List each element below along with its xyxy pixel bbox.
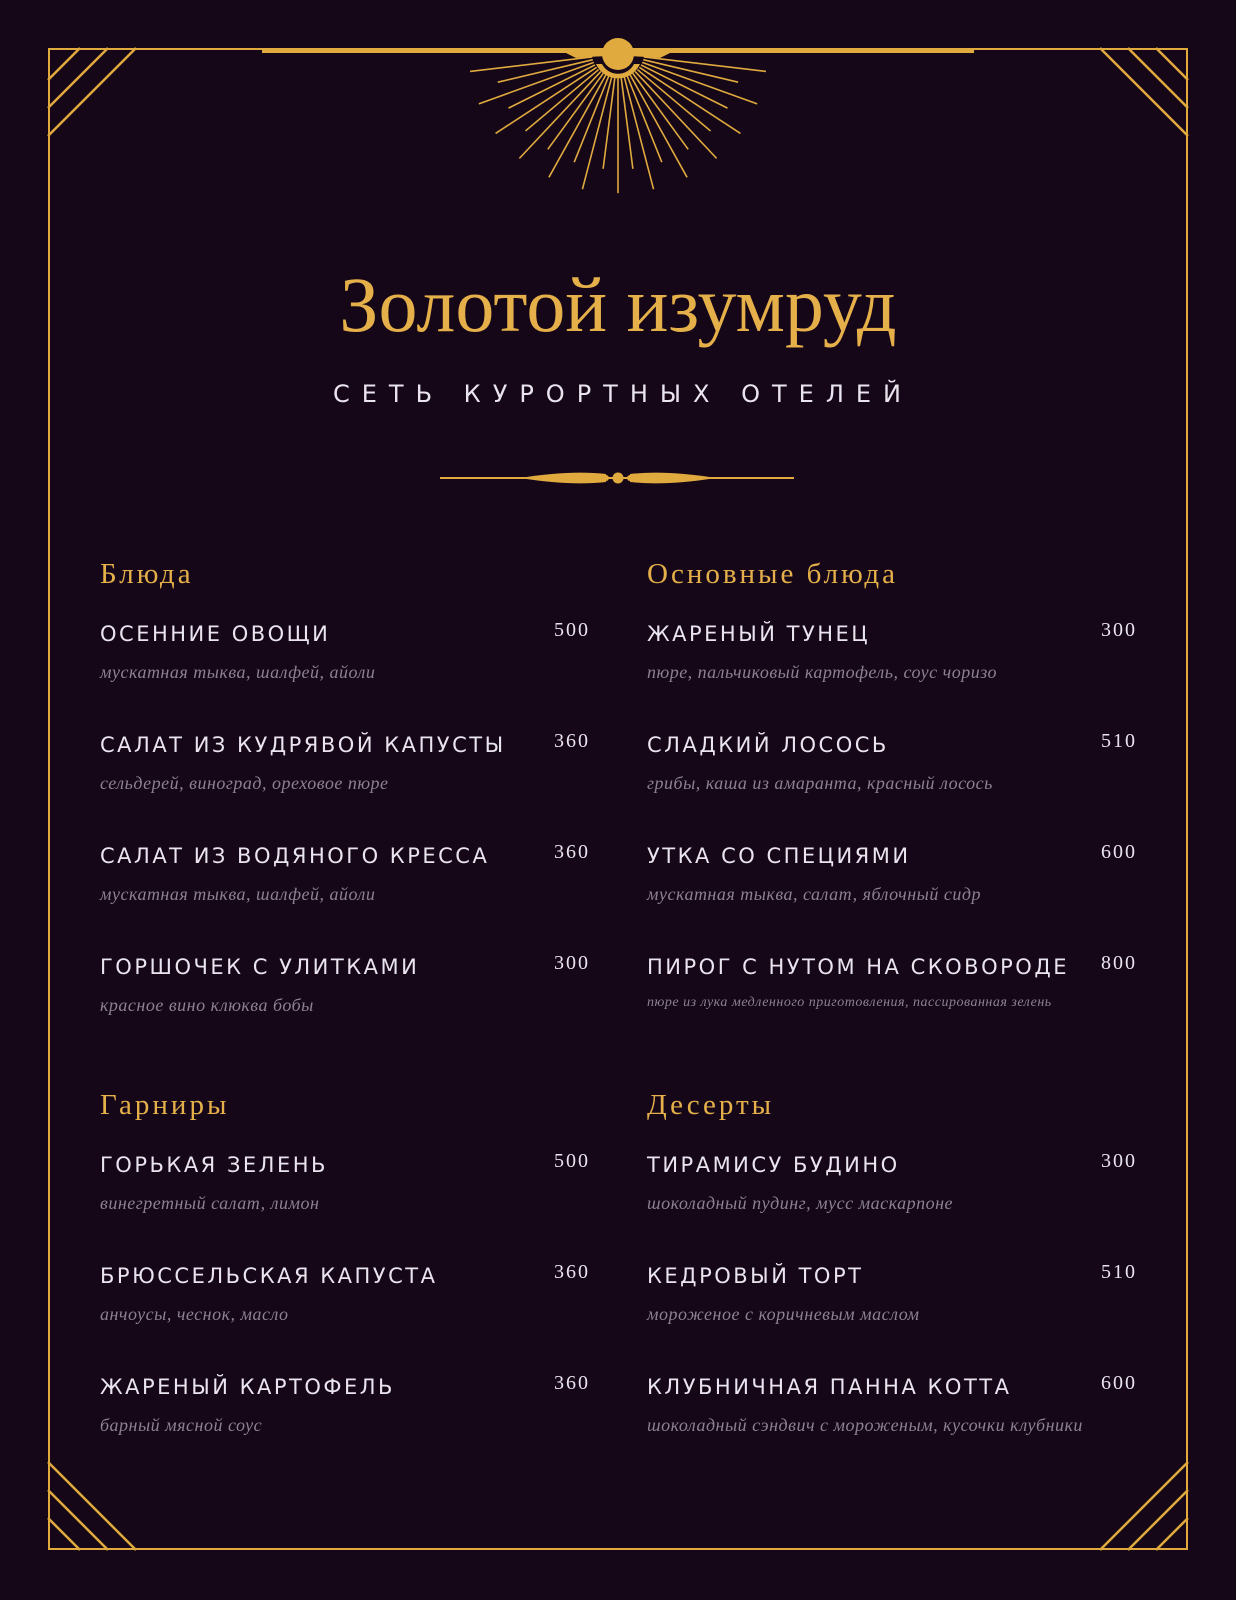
item-name: ГОРЬКАЯ ЗЕЛЕНЬ [100, 1153, 328, 1177]
item-price: 300 [554, 952, 590, 974]
menu-item [647, 1261, 1137, 1377]
item-description: пюре, пальчиковый картофель, соус чоризо [647, 662, 997, 682]
section-mains [647, 560, 1137, 1068]
item-name: САЛАТ ИЗ КУДРЯВОЙ КАПУСТЫ [100, 733, 506, 757]
menu-item [100, 841, 590, 957]
item-description: мускатная тыква, шалфей, айоли [100, 662, 376, 682]
menu-item [647, 1372, 1137, 1488]
section-desserts [647, 1091, 1137, 1488]
menu-item [100, 619, 590, 735]
section-title: Блюда [100, 558, 194, 590]
item-description: барный мясной соус [100, 1415, 263, 1435]
item-price: 510 [1101, 730, 1137, 752]
menu-item [647, 841, 1137, 957]
section-sides [100, 1091, 590, 1488]
item-price: 360 [554, 730, 590, 752]
item-name: ЖАРЕНЫЙ КАРТОФЕЛЬ [100, 1375, 395, 1399]
item-name: КЕДРОВЫЙ ТОРТ [647, 1264, 864, 1288]
item-description: анчоусы, чеснок, масло [100, 1304, 289, 1324]
item-price: 360 [554, 841, 590, 863]
item-name: ЖАРЕНЫЙ ТУНЕЦ [647, 622, 871, 646]
menu-item [100, 1150, 590, 1266]
item-name: ТИРАМИСУ БУДИНО [647, 1153, 900, 1177]
section-title: Десерты [647, 1089, 775, 1121]
item-price: 510 [1101, 1261, 1137, 1283]
item-description: шоколадный сэндвич с мороженым, кусочки клубники [647, 1415, 1083, 1435]
item-description: винегретный салат, лимон [100, 1193, 320, 1213]
menu-item [647, 952, 1137, 1068]
item-name: ОСЕННИЕ ОВОЩИ [100, 622, 331, 646]
item-name: СЛАДКИЙ ЛОСОСЬ [647, 733, 889, 757]
item-description: мороженое с коричневым маслом [647, 1304, 920, 1324]
item-name: КЛУБНИЧНАЯ ПАННА КОТТА [647, 1375, 1012, 1399]
section-title: Основные блюда [647, 558, 898, 590]
menu-item [100, 952, 590, 1068]
item-description: красное вино клюква бобы [100, 995, 314, 1015]
item-name: УТКА СО СПЕЦИЯМИ [647, 844, 911, 868]
item-name: САЛАТ ИЗ ВОДЯНОГО КРЕССА [100, 844, 490, 868]
item-price: 300 [1101, 619, 1137, 641]
menu-item [647, 1150, 1137, 1266]
item-description: сельдерей, виноград, ореховое пюре [100, 773, 389, 793]
item-name: ПИРОГ С НУТОМ НА СКОВОРОДЕ [647, 955, 1069, 979]
item-description: грибы, каша из амаранта, красный лосось [647, 773, 993, 793]
item-description: мускатная тыква, шалфей, айоли [100, 884, 376, 904]
item-price: 360 [554, 1372, 590, 1394]
item-description: пюре из лука медленного приготовления, пассированная зелень [647, 995, 1052, 1010]
item-description: мускатная тыква, салат, яблочный сидр [647, 884, 981, 904]
page-subtitle: СЕТЬ КУРОРТНЫХ ОТЕЛЕЙ [332, 380, 913, 408]
section-starters [100, 560, 590, 1068]
item-price: 800 [1101, 952, 1137, 974]
menu-item [100, 1261, 590, 1377]
item-price: 600 [1101, 841, 1137, 863]
menu-item [647, 730, 1137, 846]
menu-item [100, 1372, 590, 1488]
item-price: 600 [1101, 1372, 1137, 1394]
menu-item [100, 730, 590, 846]
item-price: 500 [554, 619, 590, 641]
item-description: шоколадный пудинг, мусс маскарпоне [647, 1193, 953, 1213]
menu-item [647, 619, 1137, 735]
item-price: 300 [1101, 1150, 1137, 1172]
item-name: БРЮССЕЛЬСКАЯ КАПУСТА [100, 1264, 438, 1288]
item-price: 500 [554, 1150, 590, 1172]
page-title: Золотой изумруд [339, 261, 897, 348]
item-name: ГОРШОЧЕК С УЛИТКАМИ [100, 955, 420, 979]
section-title: Гарниры [100, 1089, 230, 1121]
item-price: 360 [554, 1261, 590, 1283]
